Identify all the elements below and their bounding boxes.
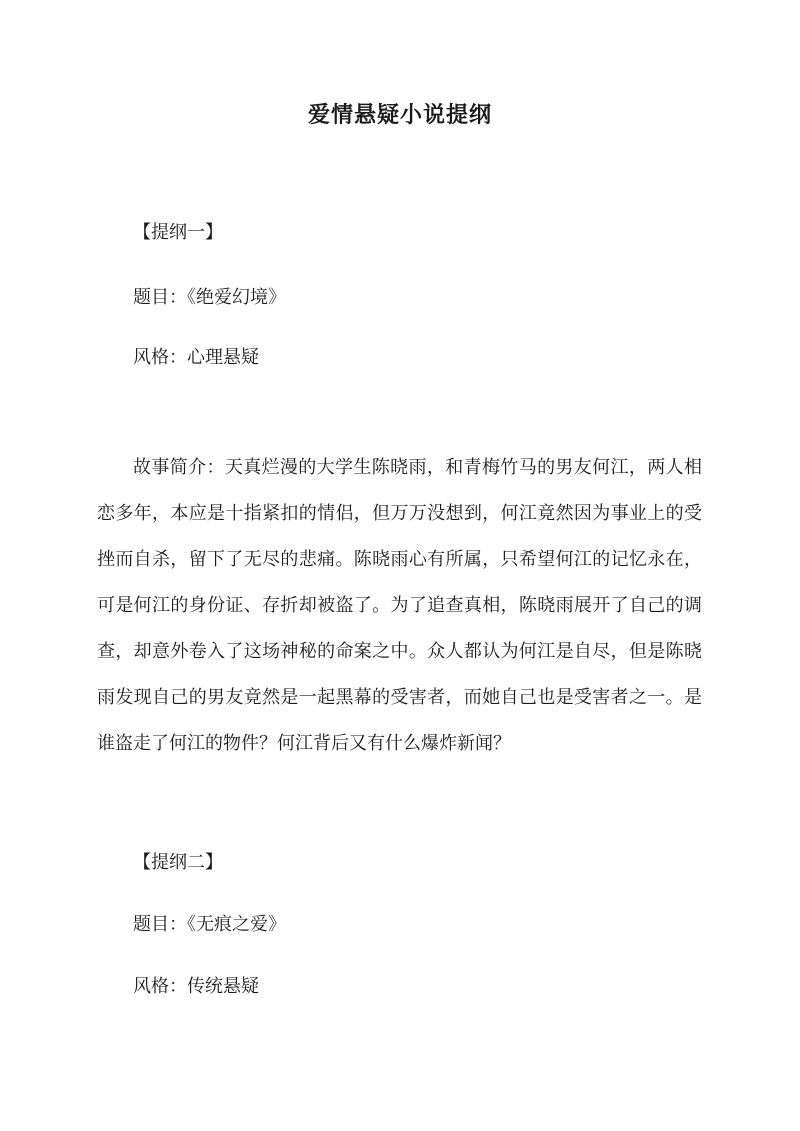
outline-1-story [97,445,702,767]
outline-2-subject: 题目：《无痕之爱》 [133,914,286,935]
story-paragraph: 故事简介：天真烂漫的大学生陈晓雨，和青梅竹马的男友何江，两人相恋多年，本应是十指紧扣的情侣，但万万没想到，何江竟然因为事业上的受挫而自杀，留下了无尽的悲痛。陈晓雨心有所属，只希望何江的记忆永在，可是何江的身份证、存折却被盗了。为了追查真相，陈晓雨展开了自己的调查，却意外卷入了这场神秘的命案之中。众人都认为何江是自尽，但是陈晓雨发现自己的男友竟然是一起黑幕的受害者，而她自己也是受害者之一。是谁盗走了何江的物件？何江背后又有什么爆炸新闻？ [97,457,702,754]
document-title: 爱情悬疑小说提纲 [307,102,492,128]
outline-2-style: 风格：传统悬疑 [133,976,259,997]
outline-1-style: 风格：心理悬疑 [133,347,259,368]
outline-1-subject: 题目：《绝爱幻境》 [133,287,286,308]
outline-1-heading: 【提纲一】 [133,222,223,243]
outline-2-heading: 【提纲二】 [133,852,223,873]
